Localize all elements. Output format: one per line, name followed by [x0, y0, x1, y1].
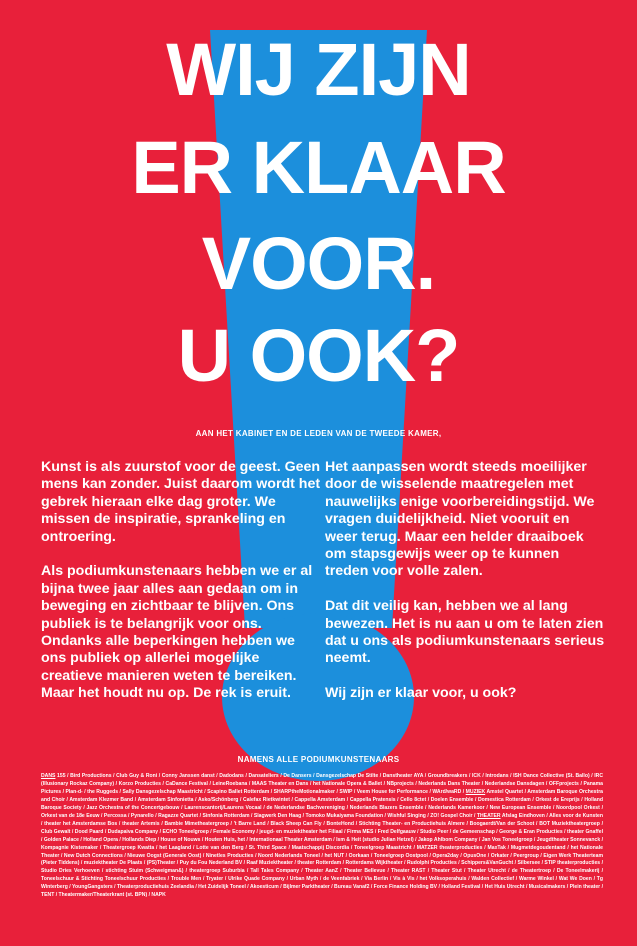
credits-muziek-text: Amstel Quartet / Amsterdam Baroque Orchestra and Choir / Amsterdam Klezmer Band / Amsterdam Sinfonietta / Asko/Schönberg / Calefax Rietkwintet / Cappella Amsterdam / Cappella Pratensis / Cello 8ctet / Doelen Ensemble / Domestica Rotterdam / Orkest de Ereprijs / Holland Baroque Society / Jazz Orchestra of the Concertgebouw / Laurenscantorij/Laurens Vocaal / de Nederlandse Bachvereniging / Nederlands Blazers Ensemble / Nederlands Kamerkoor / New European Ensemble / Noordpool Orkest / Orkest van de 18e Eeuw / Percossa / Pynarello / Ragazze Quartet / Sinfonia Rotterdam / Slagwerk Den Haag / Tomoko Mukaiyama Foundation / Wishful Singing / ZO! Gospel Choir /: [41, 788, 604, 819]
right-paragraph-1: Het aanpassen wordt steeds moeilijker door de wisselende maatregelen met nauwelijks enige voorbereidingstijd. We vragen duidelijkheid. Niet vooruit en weer terug. Maar een helder draaiboek om stapsgewijs weer op te kunnen treden voor volle zalen.: [325, 459, 595, 580]
credits-list: [41, 773, 603, 900]
left-paragraph-2: Als podiumkunstenaars hebben we er al bijna twee jaar alles aan gedaan om in beweging en zichtbaar te blijven. Ons publiek is te belangrijk voor ons. Ondanks alle beperkingen hebben we ons publiek op allerlei mogelijke creatieve manieren weten te bereiken. Maar het houdt nu op. De rek is eruit.: [41, 563, 313, 702]
credits-theater-text: Afslag Eindhoven / Alles voor de Kunsten / theater het Amsterdamse Bos / theater Artemis / Bambie Mimetheatergroep / 't Barre Land / Black Sheep Can Fly / BonteHond / Stichting Theater- en Productiehuis Almere / Boogaerdt/Van der Schoot / BOT Muziektheatergroep / Club Gewalt / Dood Paard / Dudapaiva Company / ECHO Toneelgroep / Female Economy / jeugd- en muziektheater het Filiaal / Firma MES / Fred Delfgaauw / Studio Peer / de Gemeenschap / George & Eran Producties / theater Gnaffel / Golden Palace / Holland Opera / Hollands Diep / House of Nouws / Houten Huis, het / Internationaal Theater Amsterdam / Ism & Heit (studio Julian Hetzel) / Jakop Ahlbom Company / Jan Vos Toneelgroep / Jeugdtheater Sonnevanck / Kompagnie Kistemaker / Theatergroep Kwatta / het Laagland / Lotte van den Berg / St. Third Space / Maatschappij Discordia / Toneelgroep Maastricht / MATZER theaterproducties / MaxTak / Mugmetdegoudentand / het Nationale Theater / New Dutch Connections / Nieuwe Oogst (Generale Oost) / Ninetles Producties / Noord Nederlands Toneel / het NUT / Oorkaan / Toneelgroep Oostpool / Opera2day / OpusOne / Orkater / Peergroup / Eigen Werk Theaterteam (Pieter Tiddens) / muziektheater De Plaats / (PS)Theater / Puy du Fou Nederland BV / Raaf Muziektheater / theater Rotterdam / Rotterdams Wijktheater / Rudolphi Producties / Schippers&VanGucht / Silbersee / STIP theaterproducties / Studio Dries Verhoeven / stichting Stuim (Schweigman&) / theatergroep Suburbia / Tall Tales Company / Theater AanZ / Theater Bellevue / Theater RAST / Theater Stut / Theater Utrecht / de Theatertroep / De Toneelmakerij / Toneelschuur & Stichting Toneelschuur Producties / Trouble Men / Tryater / Ulrike Quade Company / Urban Myth / de Veenfabriek / Via Berlin / Vis à Vis / het Volksoperahuis / Walden Collectief / Warme Winkel / Wat We Doen / Tg Winterberg / YoungGangsters / Theaterproductiehuis Zeelandia / Het Zuidelijk Toneel / Akoesticum / Bijlmer Parktheater / Bureau Vanaf2 / Force Finance Holding BV / Holland Festival / Het Huis Utrecht / Musicalmakers / Plein theater / TENT / Theatermaker/Theaterkrant (st. BPN) / NAPK: [41, 812, 603, 899]
signature-line: NAMENS ALLE PODIUMKUNSTENAARS: [237, 755, 400, 764]
credits-dans-label: DANS: [41, 773, 56, 779]
headline-line-3: VOOR.: [201, 222, 436, 305]
credits-muziek-label: MUZIEK: [465, 788, 486, 795]
addressee-line: AAN HET KABINET EN DE LEDEN VAN DE TWEEDE KAMER,: [195, 429, 442, 438]
right-column: [325, 459, 605, 720]
right-paragraph-2: Dat dit veilig kan, hebben we al lang bewezen. Het is nu aan u om te laten zien dat u ons als podiumkunstenaars serieus neemt.: [325, 598, 605, 667]
credits-dans-text: 155 / Bird Productions / Club Guy & Roni / Conny Janssen danst / Dadodans / Dansateliers / De Dansers / Dansgezelschap De Stilte / Danstheater AYA / Groundbreakers / ICK / Introdans / ISH Dance Collective (St. Ballo) / IRC (Illusionary Rockaz Company) / Korzo Producties / CaDance Festival / LeineRoebana / MAAS Theater en Dans / het Nationale Opera & Ballet / NBprojects / Nederlands Dans Theater / Nederlandse Dansdagen / OFFprojects / Panama Pictures / Plan-d- / the Ruggeds / Sally Dansgezelschap Maastricht / Scapino Ballet Rotterdam / SHARPtheMotionalmaker / SWIP / Veem House for Performance / WArd/waRD /: [41, 773, 603, 795]
right-paragraph-3: Wij zijn er klaar voor, u ook?: [325, 685, 517, 702]
left-paragraph-1: Kunst is als zuurstof voor de geest. Geen mens kan zonder. Juist daarom wordt het gebrek hieraan elke dag groter. We missen de inspiratie, sprankeling en ontroering.: [41, 459, 321, 545]
left-column: [41, 459, 321, 720]
headline-line-1: WIJ ZIJN: [166, 28, 471, 111]
headline-line-4: U OOK?: [177, 314, 460, 397]
headline-line-2: ER KLAAR: [131, 126, 506, 209]
credits-theater-label: THEATER: [476, 812, 501, 819]
